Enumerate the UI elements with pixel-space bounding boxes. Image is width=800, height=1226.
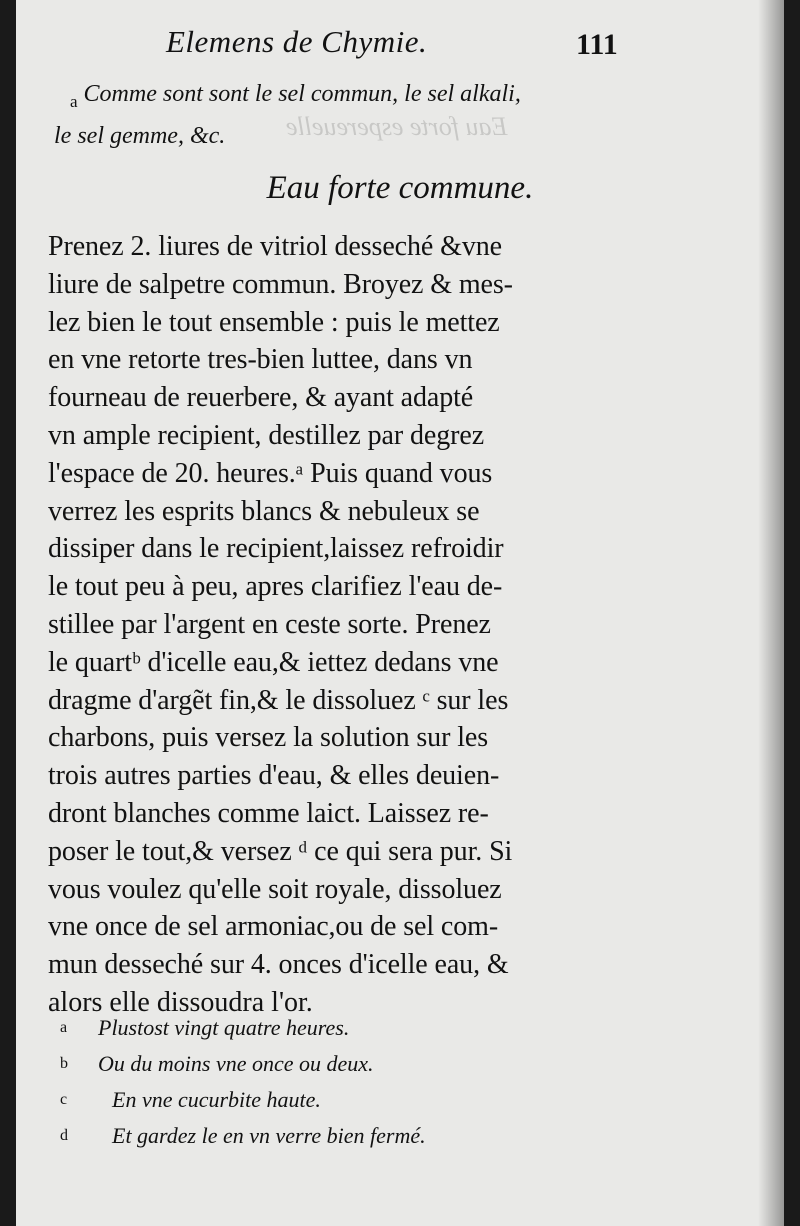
body-line: le tout peu à peu, apres clarifiez l'eau de- [48, 571, 503, 603]
top-note-line-1: Comme sont sont le sel commun, le sel alkali, [83, 81, 521, 107]
footnote [60, 1118, 720, 1154]
top-note-line [70, 74, 754, 116]
section-title: Eau forte commune. [266, 170, 534, 206]
footnote-text: Et gardez le en vn verre bien fermé. [112, 1123, 426, 1148]
book-page [16, 0, 784, 1226]
body-line: vn ample recipient, destillez par degrez [48, 419, 485, 451]
running-title: Elemens de Chymie. [166, 24, 428, 59]
show-through-text: Eau forte espereuelle [286, 112, 508, 141]
page-number: 111 [576, 28, 618, 61]
top-note [54, 74, 754, 156]
footnote-marker: a [60, 1019, 68, 1036]
body-line: alors elle dissoudra l'or. [48, 986, 313, 1018]
body-line: stillee par l'argent en ceste sorte. Prenez [48, 608, 491, 640]
body-line: le quartᵇ d'icelle eau,& iettez dedans vne [48, 646, 499, 678]
note-marker: a [70, 92, 78, 111]
footnote [60, 1082, 720, 1118]
body-line: liure de salpetre commun. Broyez & mes- [48, 268, 513, 300]
page-header [16, 22, 784, 66]
body-line: mun desseché sur 4. onces d'icelle eau, & [48, 949, 509, 981]
body-line: en vne retorte tres-bien luttee, dans vn [48, 344, 473, 376]
page-edge-shadow [758, 0, 784, 1226]
body-line: vne once de sel armoniac,ou de sel com- [48, 911, 499, 943]
body-paragraph [48, 228, 648, 1022]
footnote [60, 1046, 720, 1082]
body-line: poser le tout,& versez ᵈ ce qui sera pur. Si [48, 835, 513, 867]
footnote-text: Ou du moins vne once ou deux. [98, 1051, 374, 1076]
body-line: Prenez 2. liures de vitriol desseché &vne [48, 231, 502, 262]
body-line: vous voulez qu'elle soit royale, dissoluez [48, 873, 502, 905]
footnote-marker: b [60, 1055, 68, 1072]
footnote-marker: c [60, 1091, 68, 1108]
footnote-text: Plustost vingt quatre heures. [98, 1015, 350, 1040]
body-line: dront blanches comme laict. Laissez re- [48, 797, 489, 829]
top-note-line-2: le sel gemme, &c. [54, 123, 226, 149]
footnotes [60, 1010, 720, 1154]
footnote-marker: d [60, 1127, 68, 1144]
body-line: charbons, puis versez la solution sur les [48, 722, 489, 754]
body-line: lez bien le tout ensemble : puis le mettez [48, 306, 500, 338]
footnote-text: En vne cucurbite haute. [112, 1087, 321, 1112]
footnote [60, 1010, 720, 1046]
body-line: l'espace de 20. heures.ᵃ Puis quand vous [48, 457, 493, 489]
body-line: dissiper dans le recipient,laissez refroidir [48, 533, 504, 565]
body-line: dragme d'argẽt fin,& le dissoluez ᶜ sur les [48, 684, 509, 716]
body-line: fourneau de reuerbere, & ayant adapté [48, 382, 474, 414]
body-line: verrez les esprits blancs & nebuleux se [48, 495, 480, 527]
body-line: trois autres parties d'eau, & elles deuien- [48, 760, 500, 792]
